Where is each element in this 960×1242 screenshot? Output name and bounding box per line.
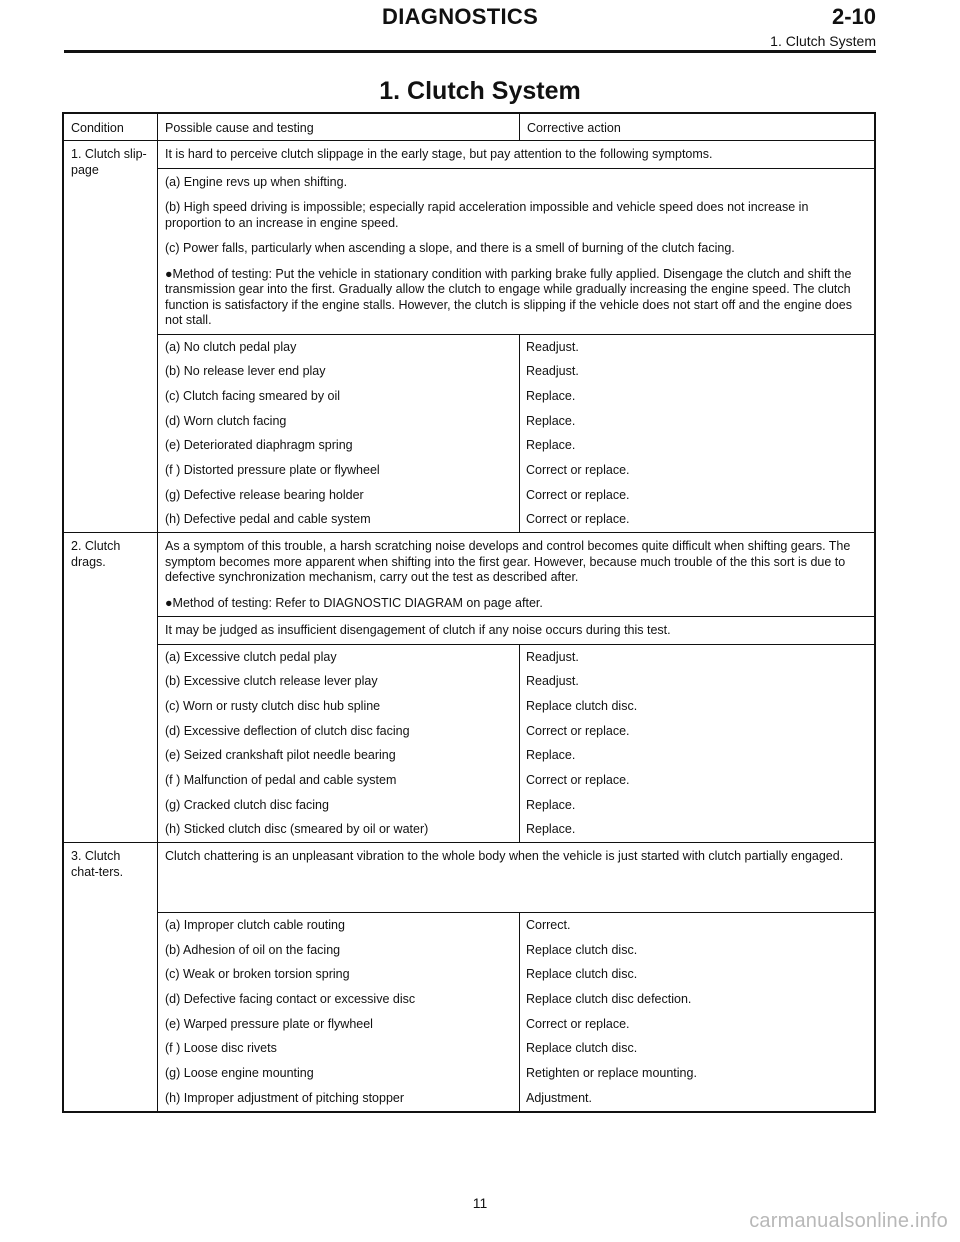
header-condition: Condition xyxy=(64,114,158,140)
action-cell: Replace clutch disc defection. xyxy=(526,992,692,1007)
cause-cell: (d) Defective facing contact or excessive disc xyxy=(158,987,520,1012)
action-cell: Correct or replace. xyxy=(526,512,630,527)
table-row xyxy=(158,409,874,434)
note-block xyxy=(158,617,874,645)
table-section xyxy=(64,842,874,1111)
cause-action-list xyxy=(158,913,874,1111)
table-row xyxy=(158,1036,874,1061)
cause-action-list xyxy=(158,645,874,843)
cause-cell: (g) Cracked clutch disc facing xyxy=(158,793,520,818)
table-row xyxy=(158,913,874,938)
table-row xyxy=(158,694,874,719)
cause-cell: (h) Defective pedal and cable system xyxy=(158,507,520,532)
cause-cell: (e) Seized crankshaft pilot needle bearing xyxy=(158,743,520,768)
action-cell: Replace. xyxy=(526,797,576,812)
action-cell: Readjust. xyxy=(526,339,579,354)
header-section-title: DIAGNOSTICS xyxy=(382,4,539,29)
table-row xyxy=(158,817,874,842)
cause-cell: (e) Warped pressure plate or flywheel xyxy=(158,1012,520,1037)
condition-cell: 1. Clutch slip-page xyxy=(64,141,158,532)
table-row xyxy=(158,938,874,963)
cause-cell: (c) Weak or broken torsion spring xyxy=(158,962,520,987)
table-section xyxy=(64,532,874,842)
cause-cell: (a) Excessive clutch pedal play xyxy=(158,645,520,670)
header-rule xyxy=(64,50,876,53)
action-cell: Readjust. xyxy=(526,674,579,689)
action-cell: Replace. xyxy=(526,413,576,428)
condition-cell: 3. Clutch chat-ters. xyxy=(64,843,158,1111)
cause-cell: (c) Worn or rusty clutch disc hub spline xyxy=(158,694,520,719)
table-row xyxy=(158,962,874,987)
header-action: Corrective action xyxy=(527,121,621,135)
note-paragraph: (b) High speed driving is impossible; especially rapid acceleration impossible and vehicle speed does not increase in proportion to an increase in engine speed. xyxy=(165,200,809,230)
table-row xyxy=(158,1012,874,1037)
header-cause: Possible cause and testing xyxy=(158,114,520,140)
note-block xyxy=(158,843,874,913)
table-row xyxy=(158,335,874,360)
table-row xyxy=(158,645,874,670)
table-row xyxy=(158,719,874,744)
header-subtitle: 1. Clutch System xyxy=(770,33,876,49)
header-section-number: 2-10 xyxy=(831,4,876,29)
table-section xyxy=(64,141,874,532)
section-body xyxy=(158,533,874,842)
action-cell: Correct or replace. xyxy=(526,1016,630,1031)
table-row xyxy=(158,743,874,768)
section-body xyxy=(158,141,874,532)
action-cell: Replace. xyxy=(526,748,576,763)
table-row xyxy=(158,768,874,793)
action-cell: Replace. xyxy=(526,438,576,453)
cause-action-list xyxy=(158,335,874,533)
cause-cell: (c) Clutch facing smeared by oil xyxy=(158,384,520,409)
note-paragraph: (a) Engine revs up when shifting. xyxy=(165,174,348,189)
action-cell: Correct or replace. xyxy=(526,462,630,477)
page-title: 1. Clutch System xyxy=(379,77,581,105)
action-cell: Adjustment. xyxy=(526,1090,593,1105)
table-header-row xyxy=(64,114,874,141)
table-row xyxy=(158,384,874,409)
table-row xyxy=(158,507,874,532)
action-cell: Correct or replace. xyxy=(526,723,630,738)
action-cell: Retighten or replace mounting. xyxy=(526,1066,697,1081)
note-block xyxy=(158,533,874,617)
table-row xyxy=(158,793,874,818)
note-block xyxy=(158,141,874,169)
note-paragraph: ●Method of testing: Refer to DIAGNOSTIC DIAGRAM on page after. xyxy=(165,595,543,610)
note-paragraph: It is hard to perceive clutch slippage in the early stage, but pay attention to the following symptoms. xyxy=(165,147,713,161)
table-body xyxy=(64,141,874,1111)
note-paragraph: ●Method of testing: Put the vehicle in stationary condition with parking brake fully applied. Disengage the clutch and shift the transmission gear into the first. Gradually allow the clutch to engage while gradually increasing the engine speed. The clutch function is satisfactory if the engine stalls. However, the clutch is slipping if the vehicle does not start off and the engine does not stall. xyxy=(165,266,852,327)
cause-cell: (b) No release lever end play xyxy=(158,359,520,384)
table-row xyxy=(158,1061,874,1086)
cause-cell: (h) Improper adjustment of pitching stopper xyxy=(158,1086,520,1111)
cause-cell: (a) No clutch pedal play xyxy=(158,335,520,360)
page-number: 11 xyxy=(472,1195,488,1211)
cause-cell: (a) Improper clutch cable routing xyxy=(158,913,520,938)
action-cell: Readjust. xyxy=(526,649,579,664)
note-block xyxy=(158,169,874,335)
action-cell: Replace. xyxy=(526,388,576,403)
cause-cell: (g) Loose engine mounting xyxy=(158,1061,520,1086)
action-cell: Replace clutch disc. xyxy=(526,1041,638,1056)
cause-cell: (h) Sticked clutch disc (smeared by oil or water) xyxy=(158,817,520,842)
action-cell: Correct. xyxy=(526,918,571,932)
action-cell: Correct or replace. xyxy=(526,487,630,502)
cause-cell: (b) Excessive clutch release lever play xyxy=(158,669,520,694)
note-paragraph: (c) Power falls, particularly when ascending a slope, and there is a smell of burning of the clutch facing. xyxy=(165,241,735,255)
cause-cell: (f ) Distorted pressure plate or flywheel xyxy=(158,458,520,483)
section-body xyxy=(158,843,874,1111)
action-cell: Replace clutch disc. xyxy=(526,942,638,957)
action-cell: Replace. xyxy=(526,822,576,837)
action-cell: Replace clutch disc. xyxy=(526,698,638,713)
diagnostic-table xyxy=(62,112,876,1113)
condition-cell: 2. Clutch drags. xyxy=(64,533,158,842)
table-row xyxy=(158,987,874,1012)
cause-cell: (d) Excessive deflection of clutch disc facing xyxy=(158,719,520,744)
action-cell: Readjust. xyxy=(526,364,579,379)
note-paragraph: It may be judged as insufficient disengagement of clutch if any noise occurs during this test. xyxy=(165,623,671,637)
table-row xyxy=(158,1086,874,1111)
cause-cell: (f ) Loose disc rivets xyxy=(158,1036,520,1061)
table-row xyxy=(158,458,874,483)
cause-cell: (d) Worn clutch facing xyxy=(158,409,520,434)
cause-cell: (b) Adhesion of oil on the facing xyxy=(158,938,520,963)
watermark: carmanualsonline.info xyxy=(749,1210,948,1232)
table-row xyxy=(158,669,874,694)
table-row xyxy=(158,483,874,508)
cause-cell: (g) Defective release bearing holder xyxy=(158,483,520,508)
table-row xyxy=(158,433,874,458)
action-cell: Correct or replace. xyxy=(526,772,630,787)
table-row xyxy=(158,359,874,384)
cause-cell: (f ) Malfunction of pedal and cable system xyxy=(158,768,520,793)
note-paragraph: Clutch chattering is an unpleasant vibration to the whole body when the vehicle is just started with clutch partially engaged. xyxy=(165,849,844,863)
note-paragraph: As a symptom of this trouble, a harsh scratching noise develops and control becomes quite difficult when shifting gears. The symptom becomes more apparent when shifting into the first gear. However, because much trouble of the this sort is due to defective synchronization mechanism, carry out the test as described after. xyxy=(165,539,851,584)
cause-cell: (e) Deteriorated diaphragm spring xyxy=(158,433,520,458)
action-cell: Replace clutch disc. xyxy=(526,967,638,982)
